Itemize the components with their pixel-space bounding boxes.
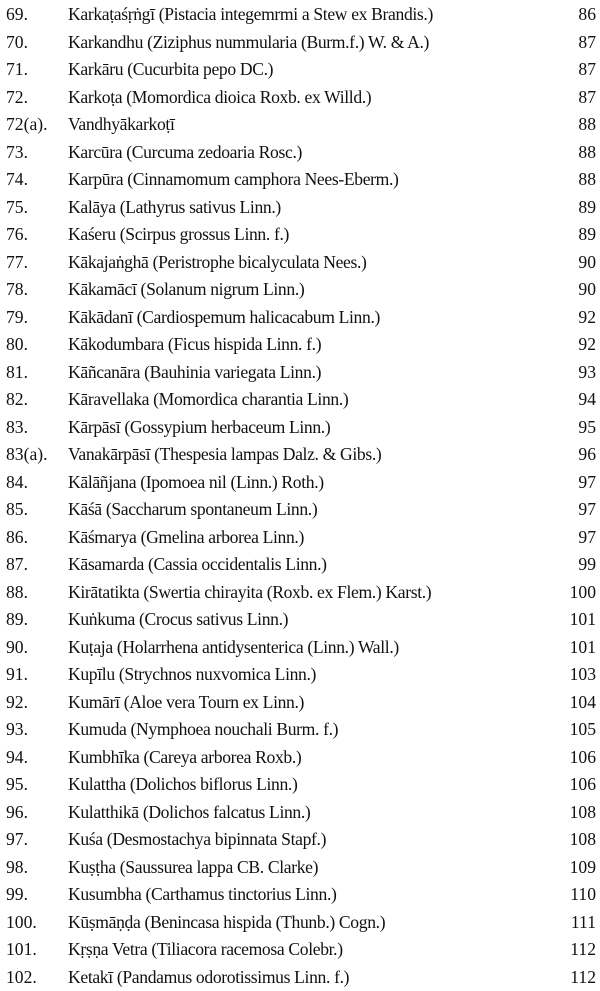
entry-number: 77. [6, 249, 28, 277]
entry-title: Vandhyākarkoṭī [68, 111, 175, 139]
entry-page-number: 88 [578, 166, 596, 194]
entry-number: 85. [6, 496, 28, 524]
toc-entry [0, 84, 600, 112]
entry-number: 102. [6, 964, 37, 991]
entry-title: Karkāru (Cucurbita pepo DC.) [68, 56, 273, 84]
toc-entry [0, 854, 600, 882]
entry-number: 92. [6, 689, 28, 717]
entry-number: 100. [6, 909, 37, 937]
entry-title: Kulattha (Dolichos biflorus Linn.) [68, 771, 297, 799]
entry-number: 73. [6, 139, 28, 167]
entry-page-number: 101 [570, 606, 596, 634]
entry-page-number: 108 [570, 826, 596, 854]
entry-page-number: 87 [578, 84, 596, 112]
toc-entry [0, 826, 600, 854]
entry-title: Kusumbha (Carthamus tinctorius Linn.) [68, 881, 337, 909]
entry-title: Kulatthikā (Dolichos falcatus Linn.) [68, 799, 310, 827]
entry-number: 95. [6, 771, 28, 799]
entry-page-number: 106 [570, 771, 596, 799]
toc-entry [0, 386, 600, 414]
toc-entry [0, 744, 600, 772]
entry-number: 69. [6, 1, 28, 29]
entry-number: 88. [6, 579, 28, 607]
entry-page-number: 103 [570, 661, 596, 689]
entry-title: Kuśa (Desmostachya bipinnata Stapf.) [68, 826, 326, 854]
toc-entry [0, 799, 600, 827]
entry-title: Kumārī (Aloe vera Tourn ex Linn.) [68, 689, 304, 717]
entry-title: Kumuda (Nymphoea nouchali Burm. f.) [68, 716, 338, 744]
entry-number: 101. [6, 936, 37, 964]
entry-title: Karkaṭaśṛṅgī (Pistacia integemrmi a Stew ex Brandis.) [68, 1, 433, 29]
toc-entry [0, 689, 600, 717]
entry-title: Kārpāsī (Gossypium herbaceum Linn.) [68, 414, 330, 442]
entry-number: 81. [6, 359, 28, 387]
toc-entry [0, 661, 600, 689]
table-of-contents [0, 1, 600, 991]
entry-title: Kāñcanāra (Bauhinia variegata Linn.) [68, 359, 321, 387]
entry-title: Kākamācī (Solanum nigrum Linn.) [68, 276, 304, 304]
toc-entry [0, 716, 600, 744]
entry-title: Kākādanī (Cardiospemum halicacabum Linn.) [68, 304, 380, 332]
entry-page-number: 111 [571, 909, 596, 937]
toc-entry [0, 551, 600, 579]
entry-number: 71. [6, 56, 28, 84]
entry-title: Kākodumbara (Ficus hispida Linn. f.) [68, 331, 321, 359]
toc-entry [0, 139, 600, 167]
entry-title: Karpūra (Cinnamomum camphora Nees-Eberm.) [68, 166, 399, 194]
entry-page-number: 109 [570, 854, 596, 882]
toc-entry [0, 1, 600, 29]
entry-page-number: 86 [578, 1, 596, 29]
entry-page-number: 92 [578, 331, 596, 359]
toc-entry [0, 359, 600, 387]
entry-page-number: 100 [570, 579, 596, 607]
entry-page-number: 89 [578, 194, 596, 222]
entry-number: 72. [6, 84, 28, 112]
toc-entry [0, 634, 600, 662]
entry-title: Karkandhu (Ziziphus nummularia (Burm.f.) W. & A.) [68, 29, 429, 57]
entry-number: 97. [6, 826, 28, 854]
entry-number: 83. [6, 414, 28, 442]
entry-title: Vanakārpāsī (Thespesia lampas Dalz. & Gibs.) [68, 441, 381, 469]
toc-entry [0, 29, 600, 57]
entry-title: Kāśmarya (Gmelina arborea Linn.) [68, 524, 304, 552]
entry-number: 96. [6, 799, 28, 827]
entry-number: 78. [6, 276, 28, 304]
entry-number: 74. [6, 166, 28, 194]
entry-title: Kuṅkuma (Crocus sativus Linn.) [68, 606, 288, 634]
entry-title: Kumbhīka (Careya arborea Roxb.) [68, 744, 301, 772]
entry-title: Kūṣmāṇḍa (Benincasa hispida (Thunb.) Cogn.) [68, 909, 385, 937]
entry-title: Ketakī (Pandamus odorotissimus Linn. f.) [68, 964, 349, 991]
entry-page-number: 90 [578, 276, 596, 304]
entry-number: 98. [6, 854, 28, 882]
entry-page-number: 99 [578, 551, 596, 579]
entry-page-number: 108 [570, 799, 596, 827]
entry-page-number: 90 [578, 249, 596, 277]
toc-entry [0, 414, 600, 442]
entry-page-number: 97 [578, 496, 596, 524]
toc-entry [0, 909, 600, 937]
entry-number: 94. [6, 744, 28, 772]
entry-title: Kuṣṭha (Saussurea lappa CB. Clarke) [68, 854, 318, 882]
entry-title: Kākajaṅghā (Peristrophe bicalyculata Nees.) [68, 249, 367, 277]
toc-entry [0, 111, 600, 139]
entry-page-number: 97 [578, 524, 596, 552]
entry-page-number: 87 [578, 56, 596, 84]
entry-title: Kalāya (Lathyrus sativus Linn.) [68, 194, 281, 222]
toc-entry [0, 524, 600, 552]
entry-page-number: 94 [578, 386, 596, 414]
entry-number: 91. [6, 661, 28, 689]
entry-number: 84. [6, 469, 28, 497]
entry-number: 80. [6, 331, 28, 359]
entry-number: 90. [6, 634, 28, 662]
entry-page-number: 95 [578, 414, 596, 442]
entry-page-number: 110 [570, 881, 596, 909]
entry-number: 89. [6, 606, 28, 634]
entry-title: Kāravellaka (Momordica charantia Linn.) [68, 386, 348, 414]
entry-title: Kupīlu (Strychnos nuxvomica Linn.) [68, 661, 316, 689]
entry-page-number: 112 [570, 936, 596, 964]
toc-entry [0, 469, 600, 497]
entry-title: Kirātatikta (Swertia chirayita (Roxb. ex Flem.) Karst.) [68, 579, 431, 607]
entry-title: Kuṭaja (Holarrhena antidysenterica (Linn.) Wall.) [68, 634, 399, 662]
toc-entry [0, 304, 600, 332]
entry-number: 93. [6, 716, 28, 744]
entry-title: Kaśeru (Scirpus grossus Linn. f.) [68, 221, 289, 249]
toc-entry [0, 964, 600, 991]
entry-page-number: 97 [578, 469, 596, 497]
entry-number: 70. [6, 29, 28, 57]
entry-number: 72(a). [6, 111, 48, 139]
entry-number: 79. [6, 304, 28, 332]
entry-page-number: 88 [578, 139, 596, 167]
entry-page-number: 105 [570, 716, 596, 744]
entry-page-number: 92 [578, 304, 596, 332]
toc-entry [0, 276, 600, 304]
entry-number: 87. [6, 551, 28, 579]
entry-page-number: 101 [570, 634, 596, 662]
toc-entry [0, 496, 600, 524]
toc-entry [0, 331, 600, 359]
entry-page-number: 87 [578, 29, 596, 57]
entry-page-number: 104 [570, 689, 596, 717]
entry-page-number: 93 [578, 359, 596, 387]
entry-number: 83(a). [6, 441, 48, 469]
toc-entry [0, 194, 600, 222]
entry-title: Karkoṭa (Momordica dioica Roxb. ex Willd.) [68, 84, 371, 112]
toc-entry [0, 936, 600, 964]
entry-page-number: 106 [570, 744, 596, 772]
entry-title: Karcūra (Curcuma zedoaria Rosc.) [68, 139, 302, 167]
entry-title: Kāsamarda (Cassia occidentalis Linn.) [68, 551, 327, 579]
entry-page-number: 89 [578, 221, 596, 249]
toc-entry [0, 881, 600, 909]
entry-page-number: 112 [570, 964, 596, 991]
entry-number: 76. [6, 221, 28, 249]
entry-number: 75. [6, 194, 28, 222]
entry-title: Kālāñjana (Ipomoea nil (Linn.) Roth.) [68, 469, 324, 497]
toc-entry [0, 56, 600, 84]
entry-number: 86. [6, 524, 28, 552]
entry-number: 82. [6, 386, 28, 414]
toc-entry [0, 579, 600, 607]
toc-entry [0, 249, 600, 277]
toc-entry [0, 166, 600, 194]
toc-entry [0, 221, 600, 249]
entry-page-number: 88 [578, 111, 596, 139]
toc-entry [0, 441, 600, 469]
entry-title: Kṛṣṇa Vetra (Tiliacora racemosa Colebr.) [68, 936, 343, 964]
toc-entry [0, 771, 600, 799]
entry-number: 99. [6, 881, 28, 909]
entry-page-number: 96 [578, 441, 596, 469]
entry-title: Kāśā (Saccharum spontaneum Linn.) [68, 496, 317, 524]
toc-entry [0, 606, 600, 634]
